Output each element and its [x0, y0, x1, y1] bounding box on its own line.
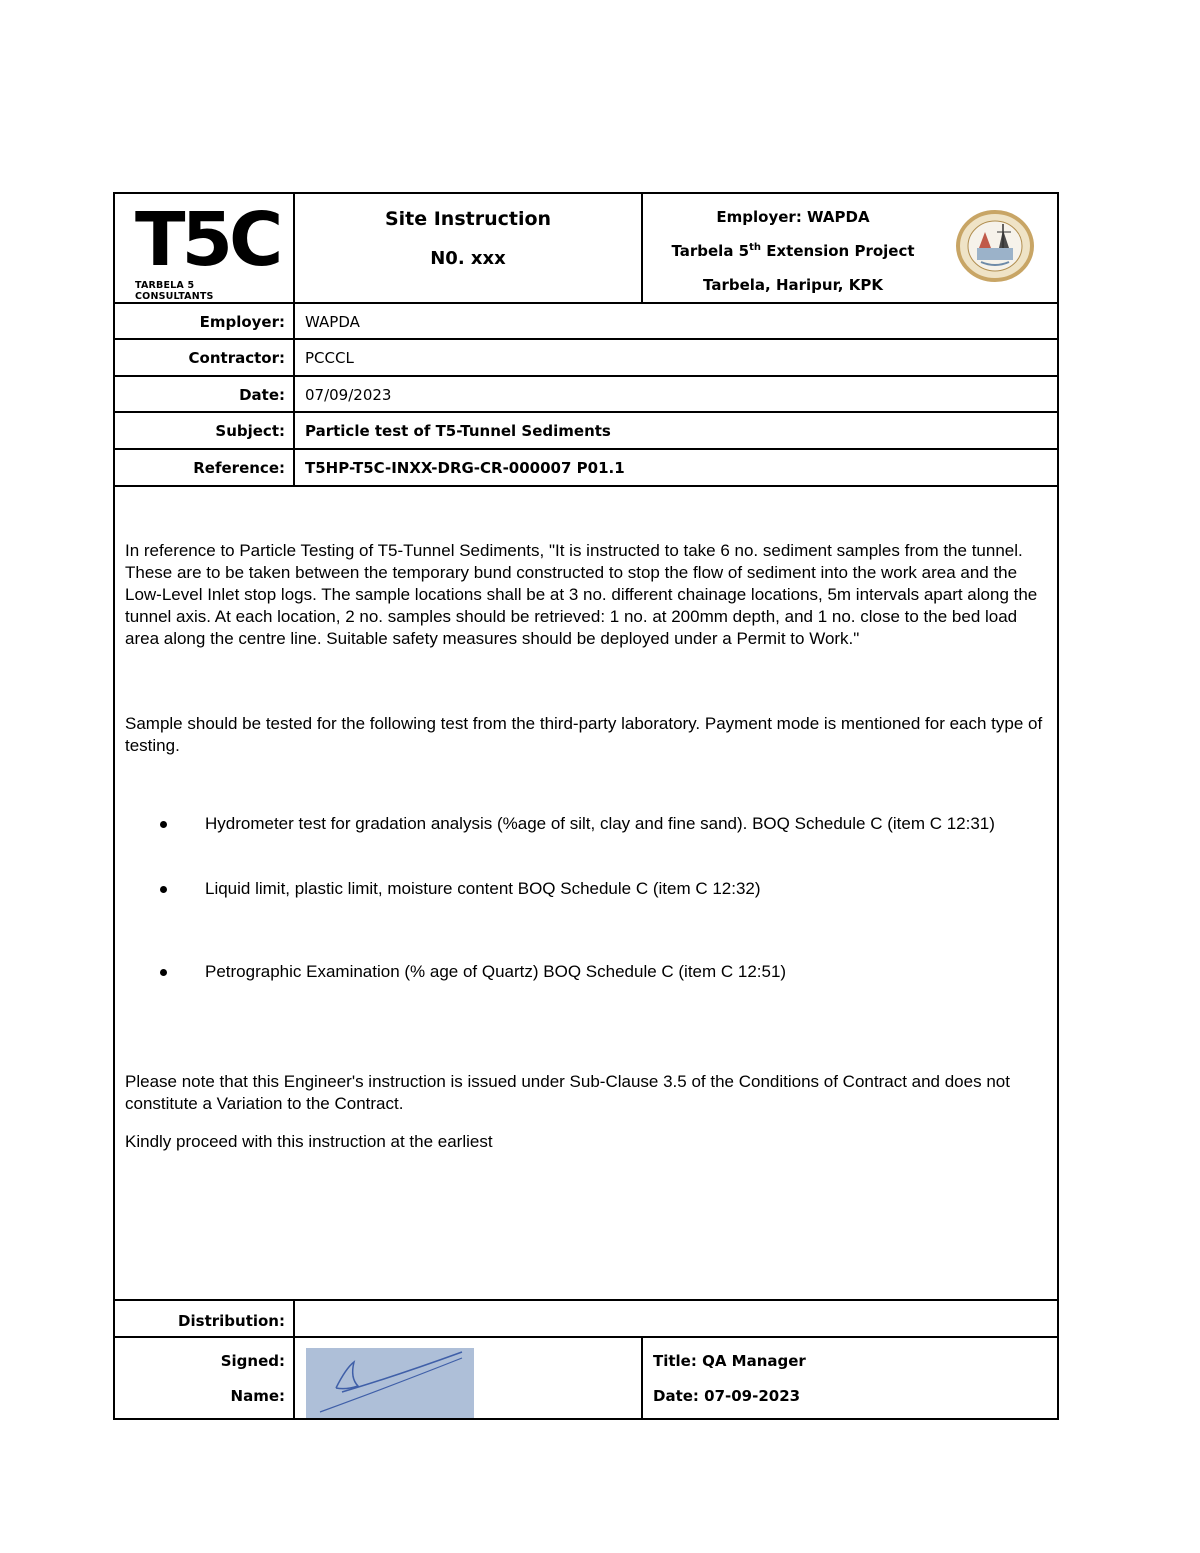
date-row: [115, 377, 1057, 413]
t5c-logo: [135, 197, 280, 302]
instruction-body: [115, 487, 1057, 1301]
signer-title: Title: QA Manager: [653, 1352, 806, 1370]
employer-value: WAPDA: [305, 313, 360, 331]
header-row: [115, 194, 1057, 304]
location-line: Tarbela, Haripur, KPK: [703, 276, 883, 294]
instruction-number: N0. xxx: [430, 248, 506, 269]
reference-row: [115, 450, 1057, 487]
reference-value: T5HP-T5C-INXX-DRG-CR-000007 P01.1: [305, 459, 625, 477]
page-title: Site Instruction: [384, 208, 552, 230]
subject-label: Subject:: [215, 422, 285, 440]
reference-label: Reference:: [193, 459, 285, 477]
document-title: [295, 208, 641, 269]
employer-label: Employer:: [199, 313, 285, 331]
list-item: Liquid limit, plastic limit, moisture content BOQ Schedule C (item C 12:32): [125, 878, 1047, 900]
employer-row: [115, 304, 1057, 340]
paragraph-testing: Sample should be tested for the following test from the third-party laboratory. Payment mode is mentioned for each type of testing.: [125, 714, 1043, 755]
paragraph-clause: Please note that this Engineer's instruction is issued under Sub-Clause 3.5 of the Conditions of Contract and does not constitute a Variation to the Contract.: [125, 1072, 1010, 1113]
distribution-label: Distribution:: [178, 1312, 285, 1330]
contractor-value: PCCCL: [305, 349, 354, 367]
subject-value: Particle test of T5-Tunnel Sediments: [305, 422, 611, 440]
project-line: Tarbela 5th Extension Project: [671, 242, 915, 260]
list-item: Hydrometer test for gradation analysis (%age of silt, clay and fine sand). BOQ Schedule C (item C 12:31): [125, 813, 1047, 857]
signature-date: Date: 07-09-2023: [653, 1387, 801, 1405]
signature-row: [115, 1338, 1057, 1418]
employer-block: [643, 208, 943, 294]
subject-row: [115, 413, 1057, 450]
logo-text: T5C: [135, 197, 280, 283]
signed-label: Signed:: [220, 1352, 285, 1370]
paragraph-closing: Kindly proceed with this instruction at the earliest: [125, 1132, 493, 1151]
date-value: 07/09/2023: [305, 386, 392, 404]
logo-subtext: TARBELA 5 CONSULTANTS: [135, 280, 214, 302]
wapda-seal-icon: [955, 210, 1035, 282]
employer-line: Employer: WAPDA: [716, 208, 870, 226]
list-item: Petrographic Examination (% age of Quartz) BOQ Schedule C (item C 12:51): [125, 961, 1047, 983]
contractor-label: Contractor:: [188, 349, 285, 367]
distribution-row: [115, 1301, 1057, 1338]
paragraph-intro: In reference to Particle Testing of T5-Tunnel Sediments, "It is instructed to take 6 no. sediment samples from the tunnel. These are to be taken between the temporary bund constructed to stop the flow of sediment into the work area and the Low-Level Inlet stop logs. The sample locations shall be at 3 no. different chainage locations, 5m intervals apart along the tunnel axis. At each location, 2 no. samples should be retrieved: 1 no. at 200mm depth, and 1 no. close to the bed load area along the centre line. Suitable safety measures should be deployed under a Permit to Work.": [125, 541, 1038, 648]
signature-image: [306, 1348, 474, 1418]
name-label: Name:: [230, 1387, 285, 1405]
contractor-row: [115, 340, 1057, 377]
date-label: Date:: [239, 386, 285, 404]
site-instruction-form: [113, 192, 1059, 1420]
